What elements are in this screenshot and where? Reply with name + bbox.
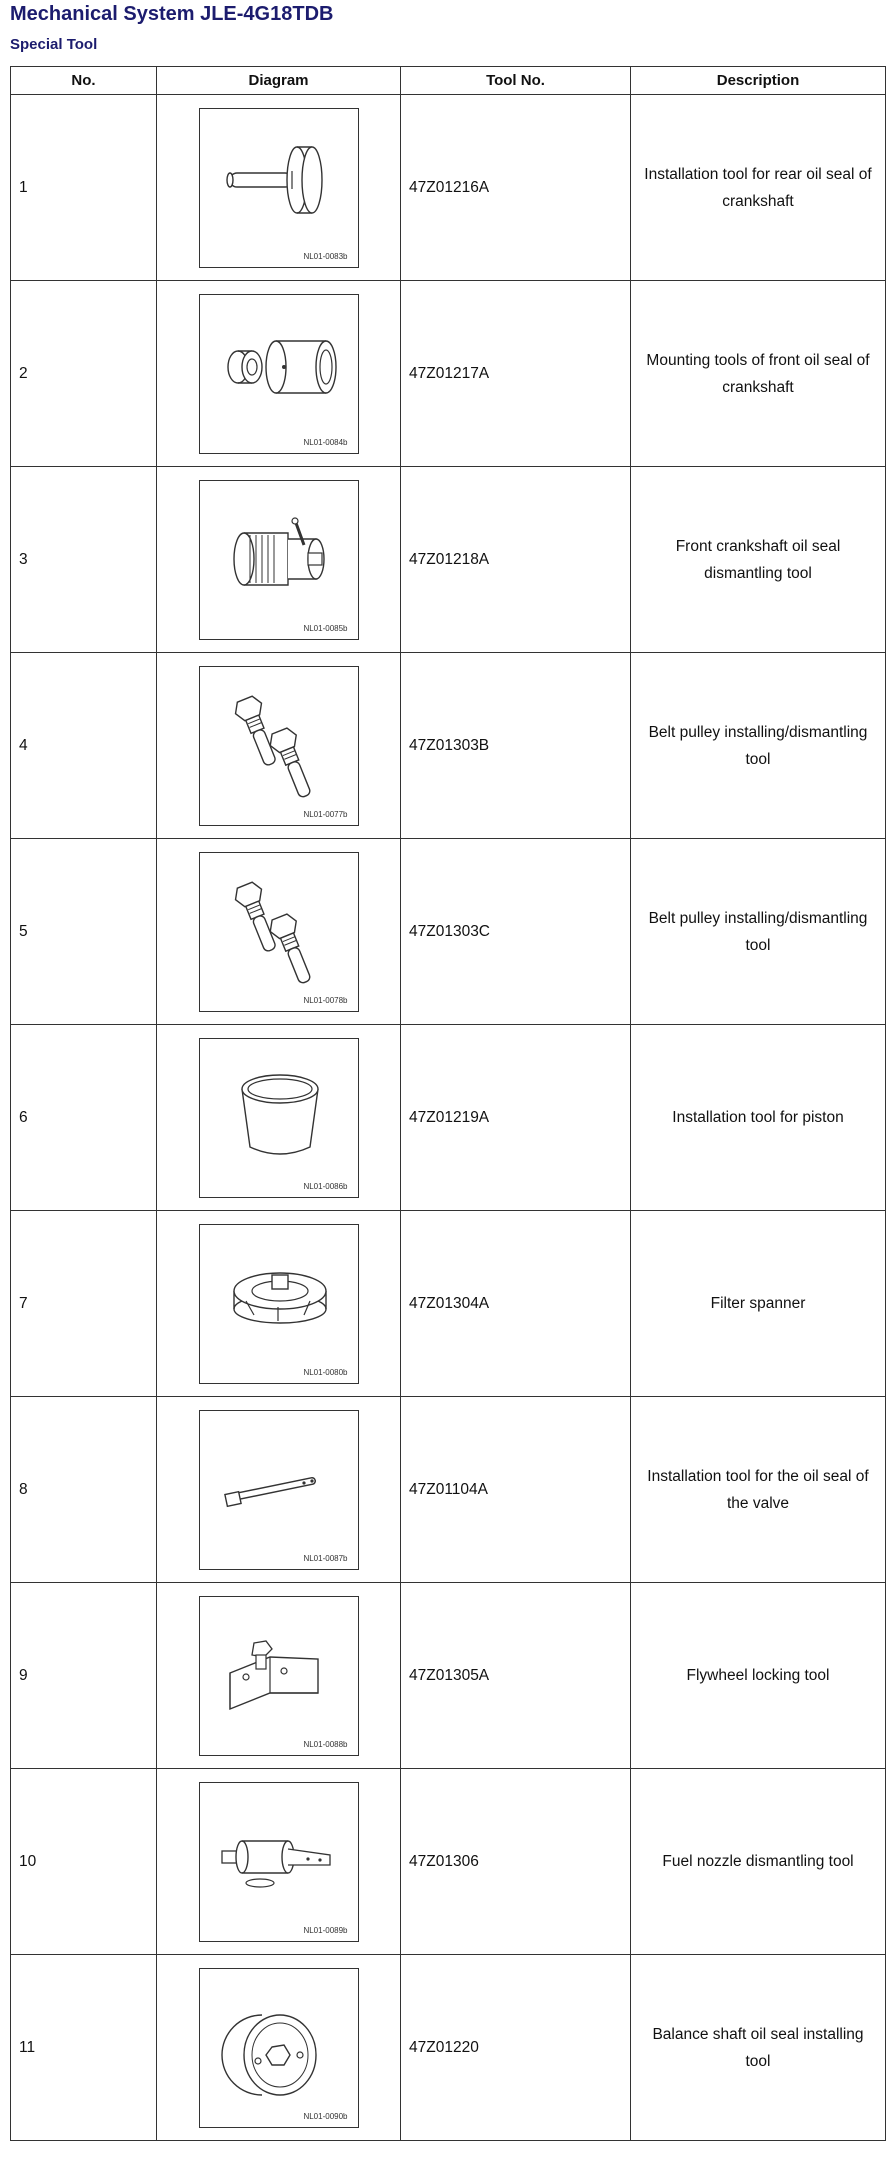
row-number: 1	[11, 95, 157, 281]
tool-description: Mounting tools of front oil seal of crankshaft	[631, 281, 886, 467]
tool-description: Installation tool for piston	[631, 1025, 886, 1211]
row-number: 4	[11, 653, 157, 839]
threaded-puller-icon	[199, 480, 359, 640]
tool-number: 47Z01218A	[401, 467, 631, 653]
row-diagram	[157, 1025, 401, 1211]
table-row	[11, 95, 886, 281]
tool-description: Belt pulley installing/dismantling tool	[631, 839, 886, 1025]
filter-spanner-icon	[199, 1224, 359, 1384]
tool-number: 47Z01216A	[401, 95, 631, 281]
figure-code: NL01-0089b	[303, 1925, 348, 1935]
table-row	[11, 281, 886, 467]
table-row	[11, 1211, 886, 1397]
tool-description: Filter spanner	[631, 1211, 886, 1397]
tool-number: 47Z01220	[401, 1955, 631, 2141]
figure-code: NL01-0086b	[303, 1181, 348, 1191]
tool-number: 47Z01217A	[401, 281, 631, 467]
tool-number: 47Z01304A	[401, 1211, 631, 1397]
row-diagram	[157, 467, 401, 653]
column-header-tool-no: Tool No.	[401, 67, 631, 95]
row-number: 2	[11, 281, 157, 467]
twin-bolts-icon	[199, 666, 359, 826]
table-row	[11, 467, 886, 653]
tool-description: Installation tool for the oil seal of the valve	[631, 1397, 886, 1583]
figure-code: NL01-0077b	[303, 809, 348, 819]
table-row	[11, 1769, 886, 1955]
tool-description: Installation tool for rear oil seal of crankshaft	[631, 95, 886, 281]
figure-code: NL01-0080b	[303, 1367, 348, 1377]
row-number: 5	[11, 839, 157, 1025]
twin-bolts-icon	[199, 852, 359, 1012]
column-header-diagram: Diagram	[157, 67, 401, 95]
figure-code: NL01-0087b	[303, 1553, 348, 1563]
table-row	[11, 653, 886, 839]
table-row	[11, 839, 886, 1025]
row-diagram	[157, 653, 401, 839]
nozzle-puller-icon	[199, 1782, 359, 1942]
row-number: 9	[11, 1583, 157, 1769]
tool-number: 47Z01104A	[401, 1397, 631, 1583]
row-diagram	[157, 1211, 401, 1397]
figure-code: NL01-0088b	[303, 1739, 348, 1749]
tool-description: Belt pulley installing/dismantling tool	[631, 653, 886, 839]
page-title: Mechanical System JLE-4G18TDB	[10, 3, 334, 25]
tool-description: Flywheel locking tool	[631, 1583, 886, 1769]
tool-description: Front crankshaft oil seal dismantling tool	[631, 467, 886, 653]
row-diagram	[157, 839, 401, 1025]
row-diagram	[157, 1583, 401, 1769]
figure-code: NL01-0090b	[303, 2111, 348, 2121]
row-number: 10	[11, 1769, 157, 1955]
balance-seal-cap-icon	[199, 1968, 359, 2128]
row-number: 3	[11, 467, 157, 653]
column-header-no: No.	[11, 67, 157, 95]
row-number: 11	[11, 1955, 157, 2141]
row-diagram	[157, 95, 401, 281]
row-number: 8	[11, 1397, 157, 1583]
tool-number: 47Z01306	[401, 1769, 631, 1955]
table-header-row	[11, 67, 886, 95]
table-row	[11, 1955, 886, 2141]
seal-sleeve-icon	[199, 294, 359, 454]
tool-number: 47Z01305A	[401, 1583, 631, 1769]
figure-code: NL01-0083b	[303, 251, 348, 261]
tool-description: Fuel nozzle dismantling tool	[631, 1769, 886, 1955]
flywheel-lock-icon	[199, 1596, 359, 1756]
row-diagram	[157, 1397, 401, 1583]
tool-number: 47Z01303C	[401, 839, 631, 1025]
row-diagram	[157, 1955, 401, 2141]
row-number: 7	[11, 1211, 157, 1397]
table-row	[11, 1025, 886, 1211]
shaft-with-disc-icon	[199, 108, 359, 268]
figure-code: NL01-0085b	[303, 623, 348, 633]
figure-code: NL01-0084b	[303, 437, 348, 447]
table-row	[11, 1397, 886, 1583]
section-title: Special Tool	[10, 36, 98, 53]
tool-number: 47Z01219A	[401, 1025, 631, 1211]
tool-number: 47Z01303B	[401, 653, 631, 839]
row-diagram	[157, 281, 401, 467]
special-tool-table	[10, 66, 886, 2141]
valve-seal-rod-icon	[199, 1410, 359, 1570]
table-row	[11, 1583, 886, 1769]
row-diagram	[157, 1769, 401, 1955]
piston-ring-sleeve-icon	[199, 1038, 359, 1198]
column-header-description: Description	[631, 67, 886, 95]
tool-description: Balance shaft oil seal installing tool	[631, 1955, 886, 2141]
row-number: 6	[11, 1025, 157, 1211]
figure-code: NL01-0078b	[303, 995, 348, 1005]
